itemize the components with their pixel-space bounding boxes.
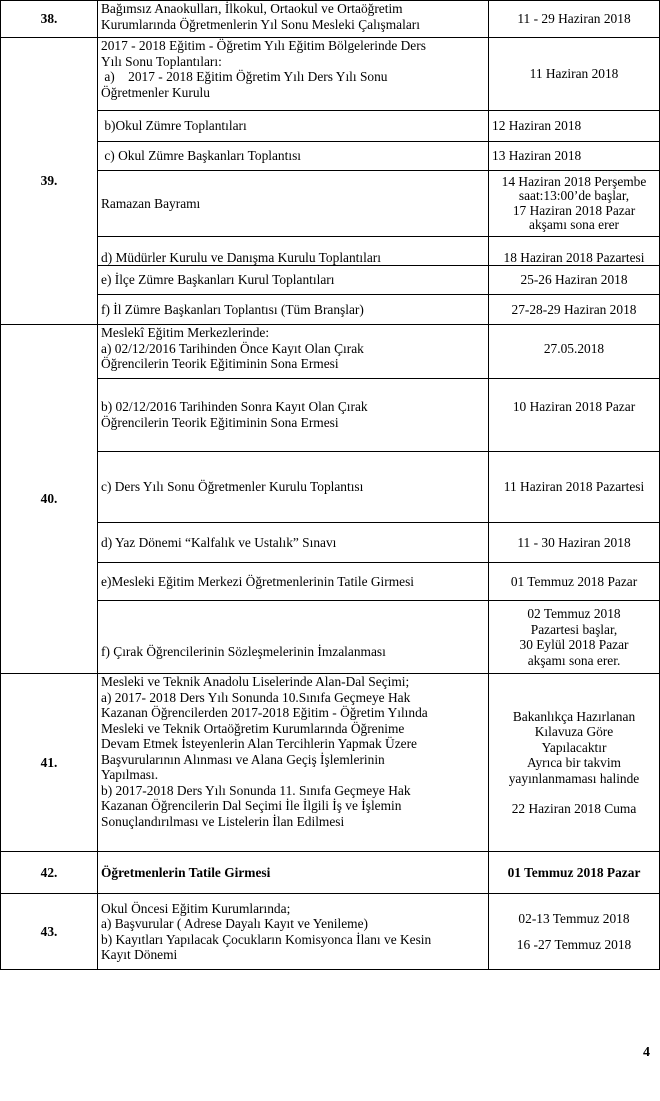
row-description: e) İlçe Zümre Başkanları Kurul Toplantıları	[98, 266, 489, 295]
description-line: Öğretmenler Kurulu	[101, 84, 210, 100]
description-line: Mesleki ve Teknik Ortaöğretim Kurumlarında Öğrenime	[101, 720, 405, 736]
table-row	[1, 142, 660, 171]
row-date: 01 Temmuz 2018 Pazar	[489, 852, 660, 894]
row-date: 01 Temmuz 2018 Pazar	[489, 563, 660, 601]
date-line: 02-13 Temmuz 2018	[518, 911, 630, 926]
date-line: 30 Eylül 2018 Pazar	[519, 637, 629, 652]
description-line: 2017 - 2018 Eğitim - Öğretim Yılı Eğitim Bölgelerinde Ders	[101, 38, 426, 53]
table-row	[1, 894, 660, 970]
table-row	[1, 111, 660, 142]
row-description	[98, 38, 489, 111]
row-date: 10 Haziran 2018 Pazar	[489, 379, 660, 452]
row-description	[98, 894, 489, 970]
row-description: Ramazan Bayramı	[98, 171, 489, 237]
description-line: b) Kayıtları Yapılacak Çocukların Komisyonca İlanı ve Kesin	[101, 931, 432, 947]
table-row	[1, 563, 660, 601]
row-description	[98, 325, 489, 379]
description-line: Öğrencilerin Teorik Eğitiminin Sona Ermesi	[101, 414, 339, 430]
description-line: Öğrencilerin Teorik Eğitiminin Sona Ermesi	[101, 356, 339, 371]
table-row	[1, 852, 660, 894]
description-line: Devam Etmek İsteyenlerin Alan Tercihlerin Yapmak Üzere	[101, 736, 417, 751]
date-spacer	[492, 786, 656, 801]
row-number: 38.	[1, 1, 98, 38]
description-line: b) 02/12/2016 Tarihinden Sonra Kayıt Olan Çırak	[101, 399, 368, 414]
date-line: saat:13:00’de başlar,	[518, 188, 630, 203]
row-description	[98, 1, 489, 38]
date-line: Kılavuza Göre	[534, 724, 614, 739]
date-line: 16 -27 Temmuz 2018	[516, 936, 632, 952]
description-line: a) 2017- 2018 Ders Yılı Sonunda 10.Sınıfa Geçmeye Hak	[101, 689, 411, 705]
date-spacer	[492, 927, 656, 937]
description-line: Yılı Sonu Toplantıları:	[101, 53, 222, 69]
row-date: 11 Haziran 2018	[489, 38, 660, 111]
date-line: Ayrıca bir takvim	[527, 755, 621, 770]
table-row	[1, 674, 660, 852]
description-line: a) 02/12/2016 Tarihinden Önce Kayıt Olan Çırak	[101, 340, 364, 356]
table-row	[1, 237, 660, 266]
date-line: 02 Temmuz 2018	[527, 606, 621, 621]
table-row	[1, 325, 660, 379]
row-description	[98, 379, 489, 452]
row-date: 11 - 29 Haziran 2018	[489, 1, 660, 38]
row-date	[489, 171, 660, 237]
description-line: Başvurularının Alınması ve Alana Geçiş İşlemlerinin	[101, 751, 385, 767]
row-description: c) Okul Zümre Başkanları Toplantısı	[98, 142, 489, 171]
table-row	[1, 601, 660, 674]
row-description: b)Okul Zümre Toplantıları	[98, 111, 489, 142]
table-row	[1, 523, 660, 563]
row-description: f) İl Zümre Başkanları Toplantısı (Tüm Branşlar)	[98, 295, 489, 325]
table-row	[1, 379, 660, 452]
date-line: akşamı sona erer	[529, 217, 619, 232]
date-line: yayınlanmaması halinde	[508, 770, 640, 786]
date-line: 22 Haziran 2018 Cuma	[511, 801, 637, 816]
row-number: 43.	[1, 894, 98, 970]
row-date: 11 Haziran 2018 Pazartesi	[489, 452, 660, 523]
row-number: 42.	[1, 852, 98, 894]
description-line: Kazanan Öğrencilerden 2017-2018 Eğitim - Öğretim Yılında	[101, 705, 428, 720]
date-line: 14 Haziran 2018 Perşembe	[501, 173, 647, 189]
row-description: d) Müdürler Kurulu ve Danışma Kurulu Toplantıları	[98, 237, 489, 266]
row-description	[98, 674, 489, 852]
row-date: 25-26 Haziran 2018	[489, 266, 660, 295]
description-line: Bağımsız Anaokulları, İlkokul, Ortaokul ve Ortaöğretim	[101, 1, 403, 16]
row-date: 12 Haziran 2018	[489, 111, 660, 142]
table-row	[1, 266, 660, 295]
row-date: 11 - 30 Haziran 2018	[489, 523, 660, 563]
description-line: Mesleki ve Teknik Anadolu Liselerinde Alan-Dal Seçimi;	[101, 674, 410, 689]
table-row	[1, 171, 660, 237]
description-line: a) Başvurular ( Adrese Dayalı Kayıt ve Yenileme)	[101, 916, 368, 931]
row-description: e)Mesleki Eğitim Merkezi Öğretmenlerinin Tatile Girmesi	[98, 563, 489, 601]
date-line: 17 Haziran 2018 Pazar	[512, 202, 636, 218]
description-line: Okul Öncesi Eğitim Kurumlarında;	[101, 900, 291, 916]
row-number: 40.	[1, 325, 98, 674]
description-line: Kurumlarında Öğretmenlerin Yıl Sonu Mesleki Çalışmaları	[101, 16, 420, 32]
description-line: Meslekî Eğitim Merkezlerinde:	[101, 325, 270, 340]
description-line: Kayıt Dönemi	[101, 947, 178, 962]
date-line: akşamı sona erer.	[527, 652, 621, 668]
description-line: Sonuçlandırılması ve Listelerin İlan Edilmesi	[101, 813, 345, 829]
table-row	[1, 38, 660, 111]
row-number: 41.	[1, 674, 98, 852]
description-line: Kazanan Öğrencilerin Dal Seçimi İle İlgili İş ve İşlemin	[101, 798, 402, 813]
description-line: Yapılması.	[101, 767, 159, 782]
row-date: 18 Haziran 2018 Pazartesi	[489, 237, 660, 266]
row-description: Öğretmenlerin Tatile Girmesi	[98, 852, 489, 894]
description-line: b) 2017-2018 Ders Yılı Sonunda 11. Sınıfa Geçmeye Hak	[101, 782, 411, 798]
table-row	[1, 295, 660, 325]
date-line: Pazartesi başlar,	[530, 621, 618, 637]
row-date: 27.05.2018	[489, 325, 660, 379]
date-line: Yapılacaktır	[541, 739, 607, 755]
row-number: 39.	[1, 38, 98, 325]
description-line: a) 2017 - 2018 Eğitim Öğretim Yılı Ders Yılı Sonu	[101, 69, 388, 84]
row-description: f) Çırak Öğrencilerinin Sözleşmelerinin İmzalanması	[98, 601, 489, 674]
row-date	[489, 674, 660, 852]
row-date: 13 Haziran 2018	[489, 142, 660, 171]
row-date	[489, 601, 660, 674]
row-date: 27-28-29 Haziran 2018	[489, 295, 660, 325]
table-row	[1, 1, 660, 38]
page-number: 4	[643, 1045, 650, 1060]
date-line: Bakanlıkça Hazırlanan	[512, 708, 636, 724]
row-description: d) Yaz Dönemi “Kalfalık ve Ustalık” Sınavı	[98, 523, 489, 563]
row-description: c) Ders Yılı Sonu Öğretmenler Kurulu Toplantısı	[98, 452, 489, 523]
table-row	[1, 452, 660, 523]
row-date	[489, 894, 660, 970]
